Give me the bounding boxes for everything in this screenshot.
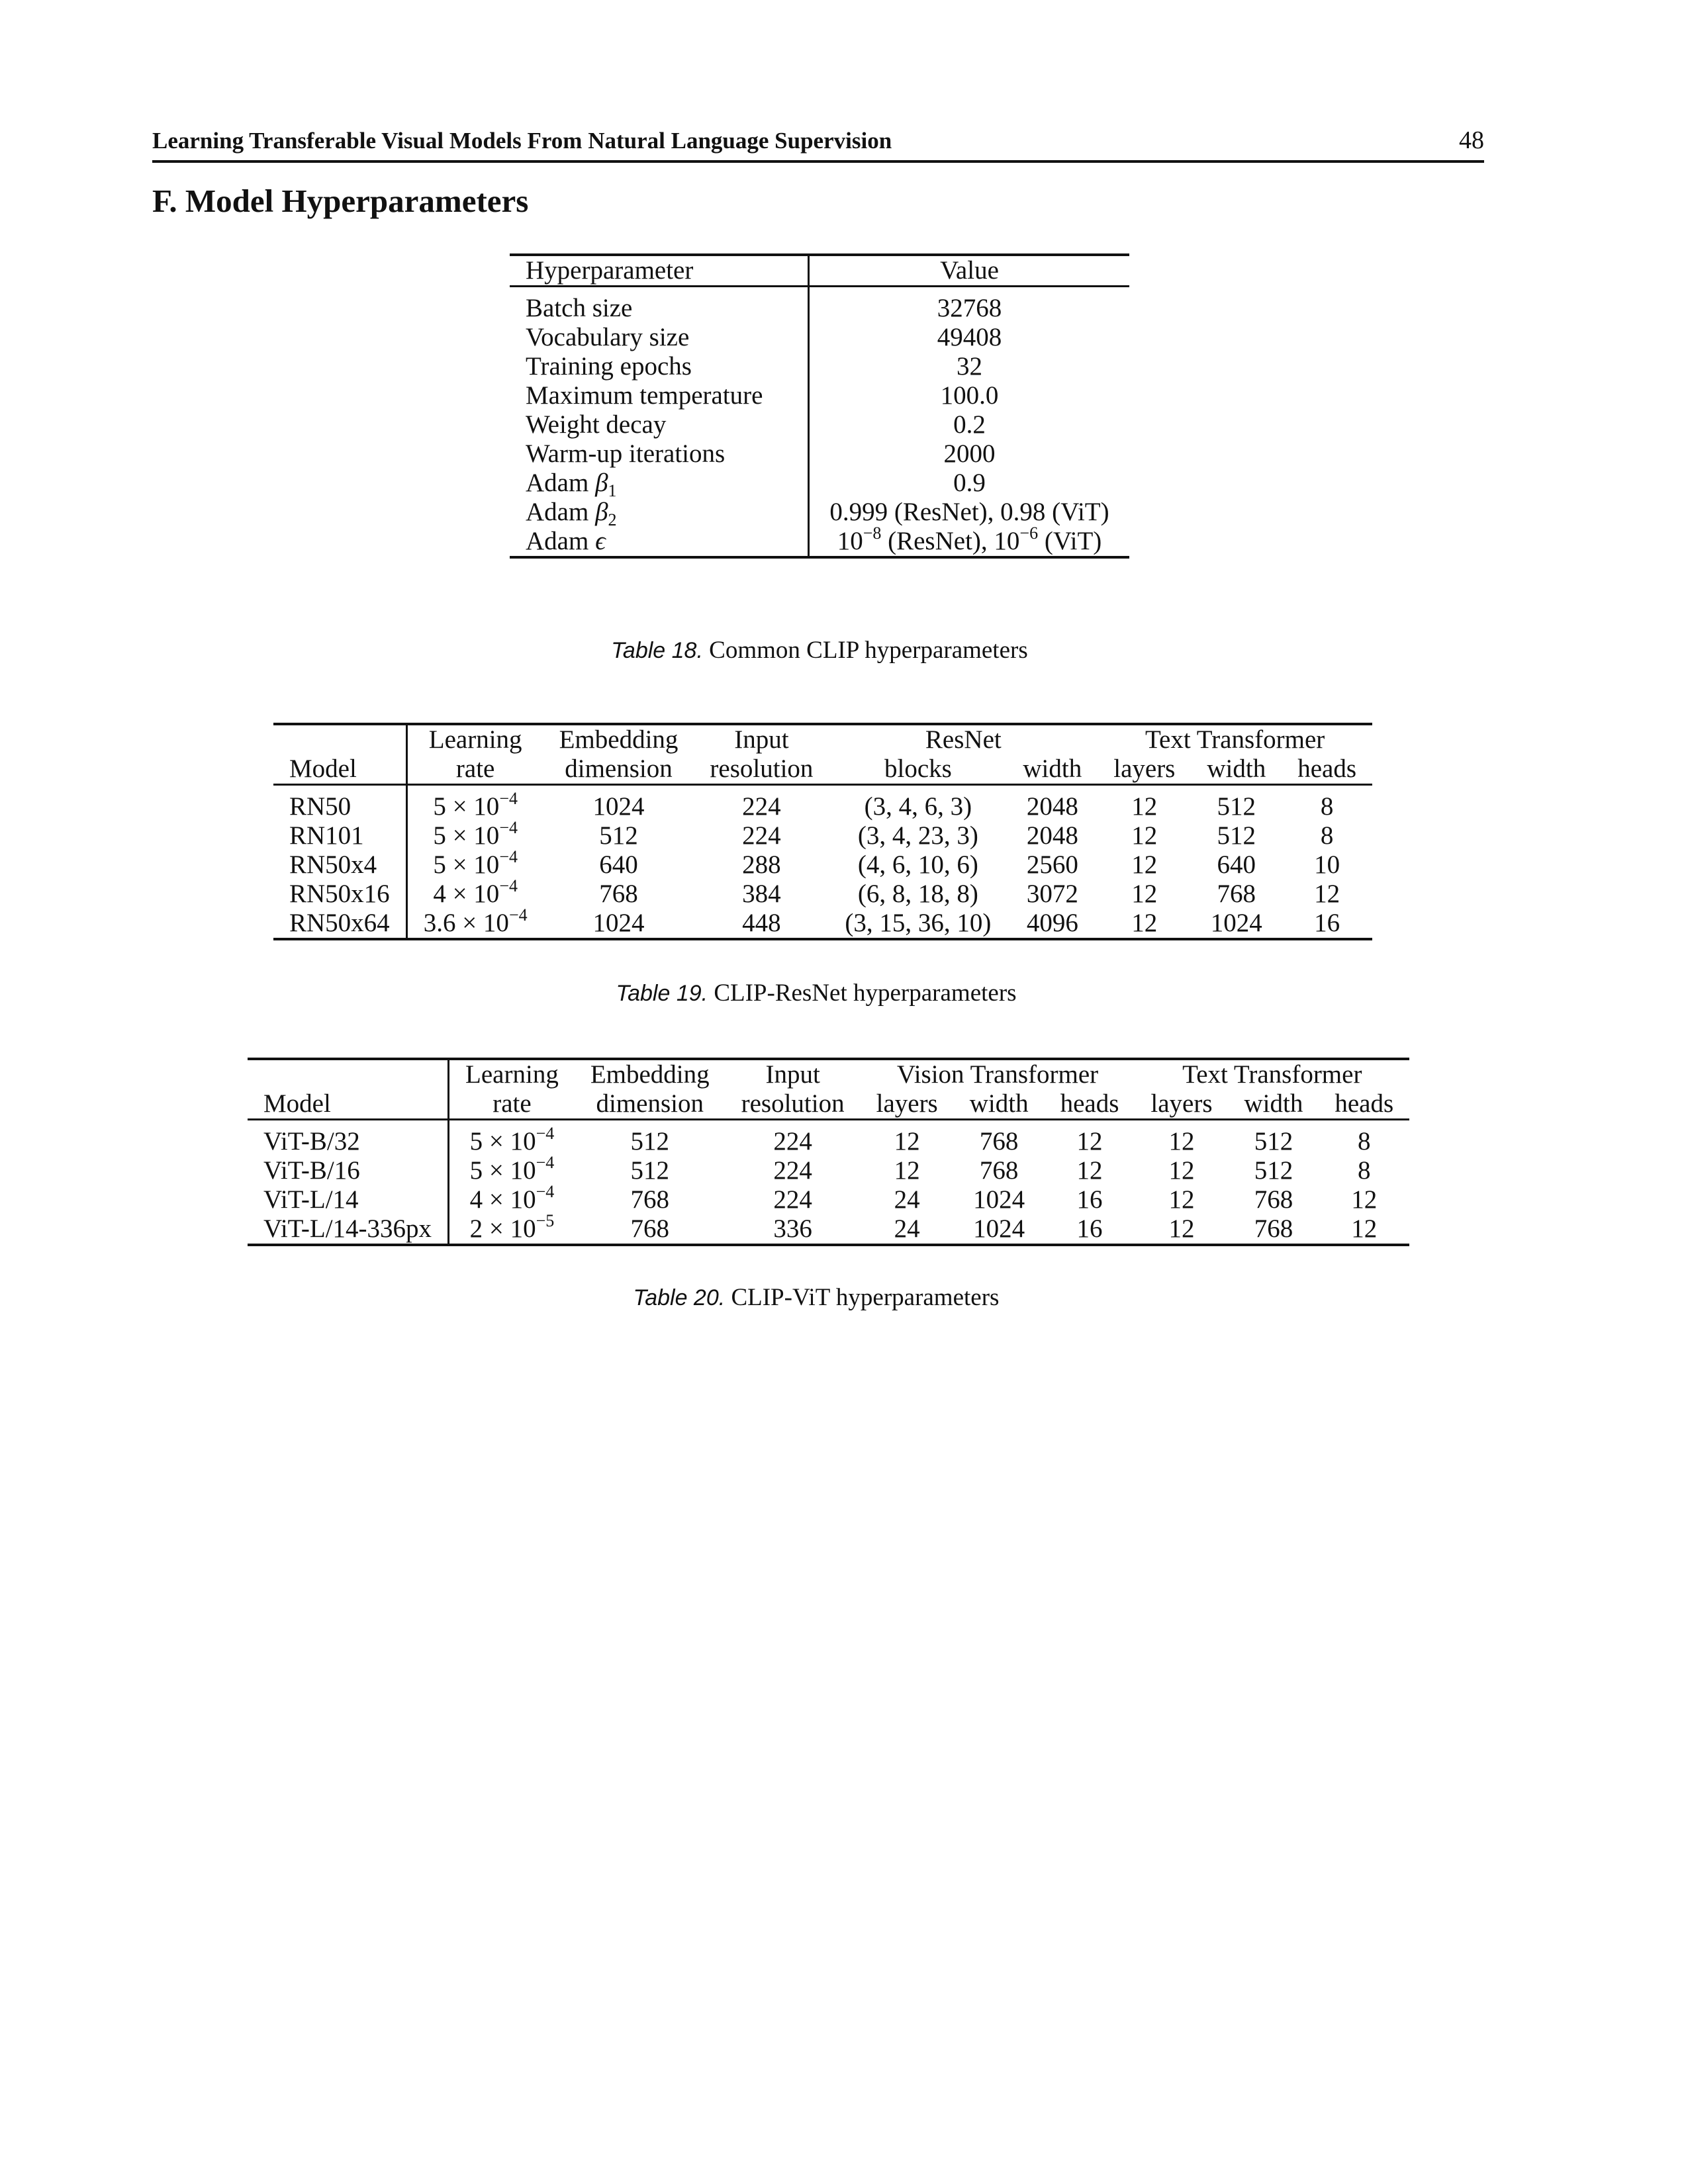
row-label: Warm-up iterations	[510, 439, 809, 469]
table-cell: 640	[599, 850, 638, 879]
common-hyperparameters-table	[510, 253, 1129, 559]
learning-rate-cell: $4 \times 10^{-4}$	[433, 876, 518, 908]
sub-header: width	[1007, 754, 1098, 785]
table-cell: 512	[630, 1127, 669, 1156]
table19-caption	[273, 978, 1359, 1009]
caption-label: Table 20.	[633, 1285, 726, 1310]
table-cell: (3, 4, 23, 3)	[857, 821, 978, 850]
table-row	[510, 410, 1129, 439]
table-cell: 512	[1254, 1127, 1293, 1156]
table-cell: 8	[1320, 792, 1334, 821]
sub-header: width	[1229, 1089, 1319, 1120]
table-cell: 12	[1131, 850, 1158, 879]
group-header-text-transformer: Text Transformer	[1135, 1059, 1409, 1089]
table-cell: 512	[599, 821, 638, 850]
table-cell: 12	[1131, 880, 1158, 908]
table-cell: (3, 15, 36, 10)	[829, 909, 1007, 939]
row-label: Vocabulary size	[510, 323, 809, 352]
table-row	[510, 527, 1129, 557]
row-label: Weight decay	[510, 410, 809, 439]
table-cell: 4096	[1007, 909, 1098, 939]
table-cell: 1024	[954, 1214, 1045, 1245]
table-row	[273, 909, 1372, 939]
row-value: 0.2	[953, 410, 986, 439]
table-cell: 1024	[1191, 909, 1282, 939]
table-row	[273, 821, 1372, 850]
table-cell: 10	[1314, 850, 1340, 879]
sub-header: layers	[861, 1089, 954, 1120]
table-cell: 768	[630, 1185, 669, 1214]
sub-header: layers	[1098, 754, 1191, 785]
row-label: Adam $\beta_1$	[510, 469, 809, 498]
sub-header: heads	[1282, 754, 1372, 785]
clip-vit-table	[248, 1058, 1409, 1246]
caption-text: Common CLIP hyperparameters	[709, 637, 1028, 664]
table-cell: 8	[1358, 1127, 1371, 1156]
table-cell: 224	[742, 792, 781, 821]
row-value: 0.9	[953, 469, 986, 497]
table-cell: 1024	[973, 1185, 1025, 1214]
table-cell: 12	[1131, 792, 1158, 821]
table-cell: 640	[1217, 850, 1256, 879]
table-row	[273, 850, 1372, 880]
table-cell: 12	[1168, 1127, 1195, 1156]
row-value: 49408	[937, 323, 1002, 351]
learning-rate-cell: $4 \times 10^{-4}$	[469, 1182, 555, 1214]
running-header	[152, 126, 1484, 163]
group-header-text-transformer: Text Transformer	[1098, 724, 1372, 754]
table-cell: (6, 8, 18, 8)	[857, 880, 978, 908]
table-cell: 24	[861, 1214, 954, 1245]
table-cell: 12	[1076, 1127, 1103, 1156]
table-cell: 12	[1168, 1156, 1195, 1185]
table-cell: 1024	[592, 792, 645, 821]
row-label: Adam ϵ	[510, 527, 809, 557]
section-title: F. Model Hyperparameters	[152, 183, 529, 219]
sub-header: Model	[273, 754, 406, 785]
learning-rate-cell: $5 \times 10^{-4}$	[433, 818, 518, 850]
table-cell: 512	[630, 1156, 669, 1185]
table-cell: 224	[773, 1156, 812, 1185]
table-cell: 288	[742, 850, 781, 879]
table-cell: 12	[1351, 1185, 1378, 1214]
table-row	[510, 352, 1129, 381]
sub-header-row	[273, 754, 1372, 785]
table-cell: 2048	[1026, 821, 1078, 850]
sub-header: layers	[1135, 1089, 1228, 1120]
table-cell: 448	[694, 909, 829, 939]
table20-caption	[248, 1283, 1385, 1313]
table-cell: 512	[1217, 792, 1256, 821]
table-cell: 768	[979, 1127, 1019, 1156]
table-cell: 16	[1076, 1185, 1103, 1214]
table-row	[248, 1127, 1409, 1156]
header-rule	[152, 160, 1484, 163]
table-cell: 224	[773, 1185, 812, 1214]
model-cell: RN50	[273, 792, 406, 821]
row-value: 100.0	[940, 381, 999, 410]
table-row	[273, 792, 1372, 821]
group-header-row	[273, 724, 1372, 754]
sub-header: resolution	[726, 1089, 861, 1120]
group-header: Input	[694, 724, 829, 754]
table-cell: 8	[1358, 1156, 1371, 1185]
table-row	[248, 1185, 1409, 1214]
table-cell: 12	[1319, 1214, 1409, 1245]
learning-rate-cell: $5 \times 10^{-4}$	[469, 1124, 555, 1156]
table-row	[510, 381, 1129, 410]
group-header: Input	[726, 1059, 861, 1089]
group-header-vision-transformer: Vision Transformer	[861, 1059, 1135, 1089]
row-value: 32	[957, 352, 982, 381]
table-cell: 2560	[1026, 850, 1078, 879]
learning-rate-cell: $5 \times 10^{-4}$	[433, 847, 518, 879]
table-cell: 768	[575, 1214, 726, 1245]
caption-label: Table 18.	[611, 638, 703, 663]
header-value: Value	[809, 255, 1130, 287]
sub-header: width	[954, 1089, 1045, 1120]
table-cell: 24	[894, 1185, 920, 1214]
model-cell: RN50x4	[273, 850, 406, 880]
sub-header: dimension	[543, 754, 694, 785]
row-value: $10^{-8}$ (ResNet), $10^{-6}$ (ViT)	[809, 527, 1130, 557]
table-cell: 12	[1168, 1185, 1195, 1214]
table-cell: 16	[1045, 1214, 1135, 1245]
sub-header: heads	[1045, 1089, 1135, 1120]
sub-header: resolution	[694, 754, 829, 785]
model-cell: ViT-B/16	[248, 1156, 449, 1185]
table-cell: 768	[979, 1156, 1019, 1185]
table-row	[273, 880, 1372, 909]
row-label: Adam $\beta_2$	[510, 498, 809, 527]
learning-rate-cell: $5 \times 10^{-4}$	[433, 789, 518, 821]
table-cell: 12	[894, 1156, 920, 1185]
model-cell: ViT-B/32	[248, 1127, 449, 1156]
model-cell: RN101	[273, 821, 406, 850]
group-header-resnet: ResNet	[829, 724, 1098, 754]
sub-header: rate	[449, 1089, 575, 1120]
table-cell: 336	[726, 1214, 861, 1245]
row-value: 2000	[943, 439, 996, 468]
sub-header: dimension	[575, 1089, 726, 1120]
group-header: Embedding	[575, 1059, 726, 1089]
caption-label: Table 19.	[616, 981, 708, 1006]
table-row	[248, 1214, 1409, 1245]
sub-header: rate	[406, 754, 543, 785]
running-title: Learning Transferable Visual Models From Natural Language Supervision	[152, 128, 892, 154]
model-cell: ViT-L/14-336px	[248, 1214, 449, 1245]
group-header: Learning	[449, 1059, 575, 1089]
group-header-row	[248, 1059, 1409, 1089]
table-cell: 12	[1314, 880, 1340, 908]
sub-header: heads	[1319, 1089, 1409, 1120]
sub-header: Model	[248, 1089, 449, 1120]
table-cell: 16	[1282, 909, 1372, 939]
header-hyperparameter: Hyperparameter	[510, 255, 809, 287]
table-header-row	[510, 255, 1129, 287]
table-cell: 768	[1254, 1185, 1293, 1214]
model-cell: RN50x16	[273, 880, 406, 909]
table-row	[510, 294, 1129, 323]
table-row	[510, 439, 1129, 469]
table-cell: 2048	[1026, 792, 1078, 821]
row-value: 32768	[937, 294, 1002, 322]
table-cell: (3, 4, 6, 3)	[864, 792, 972, 821]
page-number: 48	[1459, 126, 1484, 154]
table-row	[248, 1156, 1409, 1185]
table-cell: 12	[1135, 1214, 1228, 1245]
learning-rate-cell: $3.6 \times 10^{-4}$	[406, 909, 543, 939]
table-cell: 512	[1254, 1156, 1293, 1185]
table-row	[510, 469, 1129, 498]
table-cell: 12	[1131, 821, 1158, 850]
learning-rate-cell: $5 \times 10^{-4}$	[469, 1153, 555, 1185]
table-cell: 8	[1320, 821, 1334, 850]
clip-resnet-table	[273, 723, 1372, 940]
table-cell: 3072	[1026, 880, 1078, 908]
table-cell: 1024	[543, 909, 694, 939]
table-cell: 768	[599, 880, 638, 908]
table-row	[510, 498, 1129, 527]
table-cell: 512	[1217, 821, 1256, 850]
table-cell: 768	[1217, 880, 1256, 908]
table-cell: 12	[894, 1127, 920, 1156]
caption-text: CLIP-ResNet hyperparameters	[714, 979, 1017, 1007]
table-cell: 12	[1076, 1156, 1103, 1185]
row-label: Training epochs	[510, 352, 809, 381]
caption-text: CLIP-ViT hyperparameters	[731, 1284, 1000, 1311]
group-header: Learning	[406, 724, 543, 754]
sub-header: width	[1191, 754, 1282, 785]
sub-header: blocks	[829, 754, 1007, 785]
sub-header-row	[248, 1089, 1409, 1120]
group-header: Embedding	[543, 724, 694, 754]
row-value: 0.999 (ResNet), 0.98 (ViT)	[829, 498, 1109, 526]
table18-caption	[510, 635, 1129, 666]
row-label: Maximum temperature	[510, 381, 809, 410]
model-cell: RN50x64	[273, 909, 406, 939]
table-cell: (4, 6, 10, 6)	[857, 850, 978, 879]
table-cell: 12	[1098, 909, 1191, 939]
table-row	[510, 323, 1129, 352]
table-cell: 224	[773, 1127, 812, 1156]
table-cell: 384	[742, 880, 781, 908]
table-cell: 768	[1229, 1214, 1319, 1245]
model-cell: ViT-L/14	[248, 1185, 449, 1214]
table-cell: 224	[742, 821, 781, 850]
learning-rate-cell: $2 \times 10^{-5}$	[449, 1214, 575, 1245]
row-label: Batch size	[510, 294, 809, 323]
